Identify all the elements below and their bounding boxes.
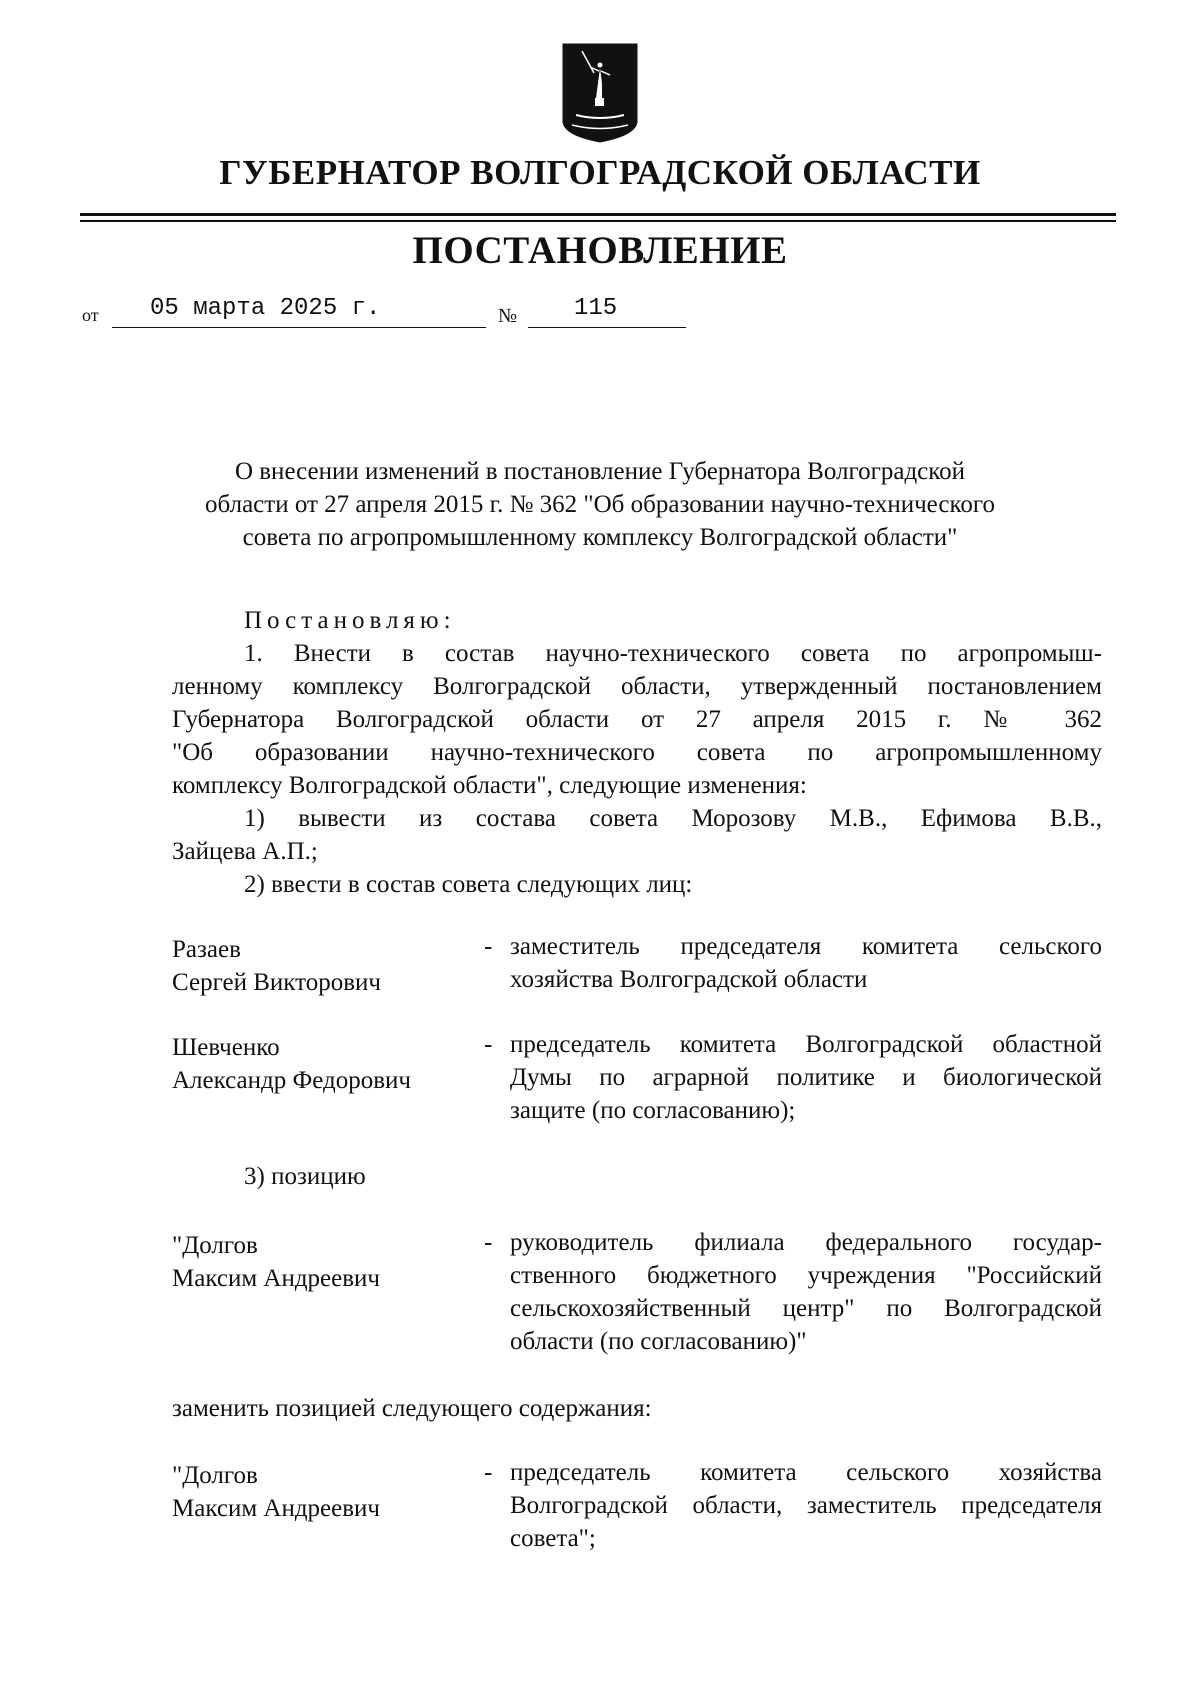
person-name: Александр Федорович [172,1067,411,1094]
person-name: Максим Андреевич [172,1495,380,1522]
header-rule-thin [80,220,1116,222]
desc-line: защите (по согласованию); [510,1097,796,1124]
header-rule-thick [80,213,1116,216]
desc-line: председатель комитета Волгоградской областной [510,1031,1102,1058]
sub2-text: 2) ввести в состав совета следующих лиц: [244,871,693,898]
person-name: Максим Андреевич [172,1265,380,1292]
desc-line: Думы по аграрной политике и биологической [510,1064,1102,1091]
person-surname: Шевченко [172,1034,280,1061]
item1-line: Губернатора Волгоградской области от 27 апреля 2015 г. № 362 [172,706,1102,733]
item1-line: комплексу Волгоградской области", следующие изменения: [172,772,807,799]
date-label: от [82,305,99,325]
person-description [510,1028,1102,1127]
desc-line: ственного бюджетного учреждения "Российский [510,1262,1102,1289]
desc-line: совета"; [510,1525,596,1552]
desc-line: председатель комитета сельского хозяйства [510,1459,1102,1486]
number-label: № [498,305,518,327]
person-surname: "Долгов [172,1462,258,1489]
subject-line: области от 27 апреля 2015 г. № 362 "Об образовании научно-технического [205,491,995,518]
sub1-line: Зайцева А.П.; [172,838,318,865]
person-description [510,1226,1102,1358]
item1-line: "Об образовании научно-технического совета по агропромышленному [172,739,1102,766]
person-description [510,1456,1102,1555]
subject-line: О внесении изменений в постановление Губернатора Волгоградской [234,458,966,485]
document-subject [160,455,1040,554]
subject-line: совета по агропромышленному комплексу Волгоградской области" [242,524,958,551]
item1-line: ленному комплексу Волгоградской области, утвержденный постановлением [172,673,1102,700]
desc-line: области (по согласованию)" [510,1328,807,1355]
person-name: Сергей Викторович [172,969,381,996]
dash: - [484,1229,493,1256]
desc-line: хозяйства Волгоградской области [510,966,868,993]
desc-line: сельскохозяйственный центр" по Волгоградской [510,1295,1102,1322]
number-value: 115 [574,295,618,322]
sub1-line: 1) вывести из состава совета Морозову М.В., Ефимова В.В., [244,805,1102,832]
replace-text: заменить позицией следующего содержания: [172,1395,652,1422]
dash: - [484,933,493,960]
volgograd-emblem-icon [562,43,638,143]
person-description [510,930,1102,996]
desc-line: заместитель председателя комитета сельского [510,933,1102,960]
decree-word: Постановляю: [244,607,456,634]
dash: - [484,1459,493,1486]
item1-line: 1. Внести в состав научно-технического совета по агропромыш- [244,640,1102,667]
desc-line: Волгоградской области, заместитель председателя [510,1492,1102,1519]
date-underline [112,327,486,328]
person-surname: Разаев [172,936,241,963]
doc-type-title: ПОСТАНОВЛЕНИЕ [412,229,788,272]
dash: - [484,1031,493,1058]
date-value: 05 марта 2025 г. [150,295,381,322]
person-surname: "Долгов [172,1232,258,1259]
sub3-text: 3) позицию [244,1163,366,1190]
org-title: ГУБЕРНАТОР ВОЛГОГРАДСКОЙ ОБЛАСТИ [219,153,981,192]
number-underline [528,327,686,328]
desc-line: руководитель филиала федерального государ- [510,1229,1102,1256]
